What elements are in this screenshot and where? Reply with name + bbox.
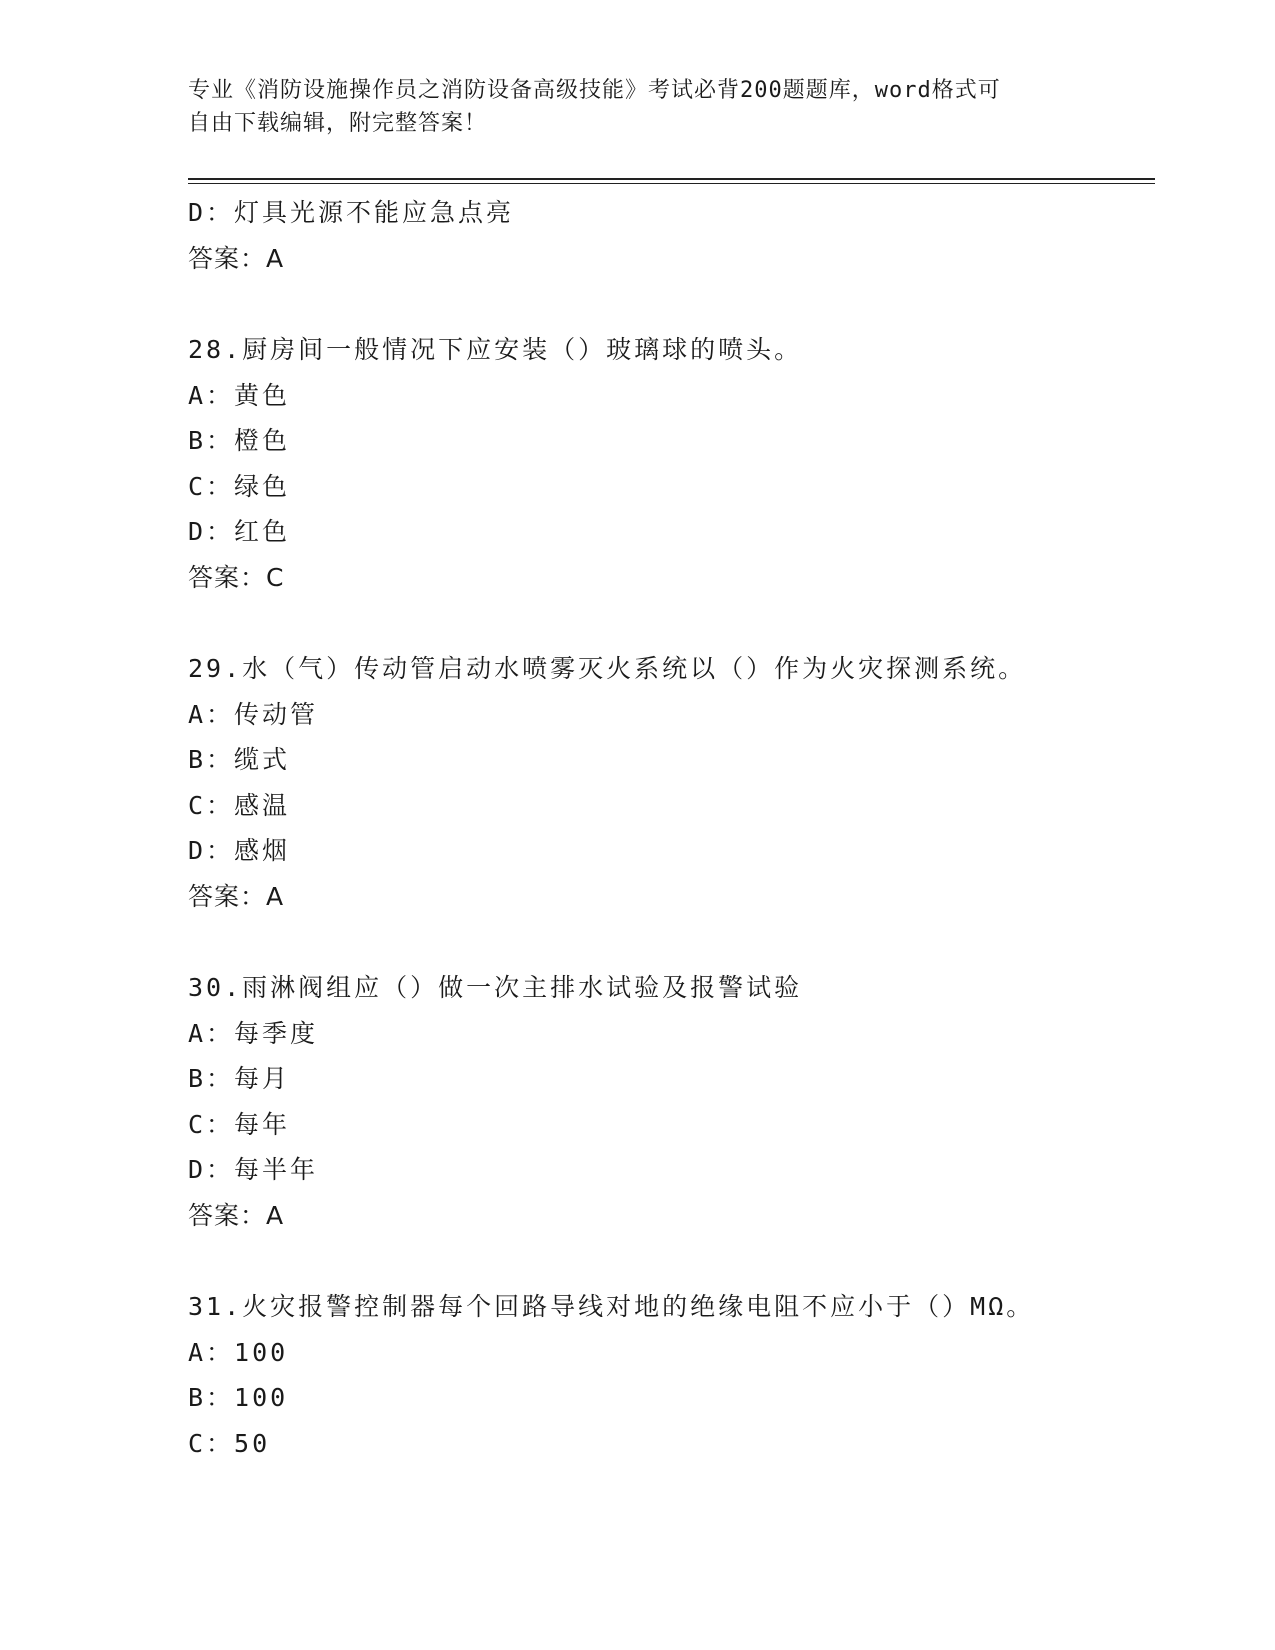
question-29 xyxy=(188,646,1148,919)
option-a: A：传动管 xyxy=(188,699,319,729)
option-d: D：灯具光源不能应急点亮 xyxy=(188,198,515,227)
option-a: A：每季度 xyxy=(188,1018,319,1048)
previous-question-tail xyxy=(188,190,1148,281)
question-content xyxy=(188,190,1148,1466)
answer-line: 答案：A xyxy=(188,1200,285,1230)
option-d: D：感烟 xyxy=(188,836,291,865)
option-d: D：红色 xyxy=(188,517,291,546)
question-stem: 31.火灾报警控制器每个回路导线对地的绝缘电阻不应小于（）MΩ。 xyxy=(188,1292,1035,1321)
spacer xyxy=(188,600,1148,646)
question-28 xyxy=(188,327,1148,600)
spacer xyxy=(188,281,1148,327)
header-title-line-1: 专业《消防设施操作员之消防设备高级技能》考试必背200题题库，word格式可 xyxy=(188,78,1001,103)
option-b: B：100 xyxy=(188,1383,289,1412)
question-stem: 28.厨房间一般情况下应安装（）玻璃球的喷头。 xyxy=(188,335,803,364)
option-b: B：缆式 xyxy=(188,745,291,774)
question-30 xyxy=(188,965,1148,1238)
spacer xyxy=(188,1238,1148,1284)
option-c: C：50 xyxy=(188,1428,271,1458)
question-stem: 29.水（气）传动管启动水喷雾灭火系统以（）作为火灾探测系统。 xyxy=(188,654,1027,683)
spacer xyxy=(188,919,1148,965)
header-divider-thick xyxy=(188,178,1155,180)
option-a: A：100 xyxy=(188,1337,289,1367)
answer-line: 答案：A xyxy=(188,243,285,273)
option-a: A：黄色 xyxy=(188,380,291,410)
option-b: B：每月 xyxy=(188,1064,291,1093)
header-divider-thin xyxy=(188,183,1155,184)
option-b: B：橙色 xyxy=(188,426,291,455)
option-c: C：每年 xyxy=(188,1109,291,1139)
question-stem: 30.雨淋阀组应（）做一次主排水试验及报警试验 xyxy=(188,973,803,1002)
answer-line: 答案：C xyxy=(188,562,285,592)
option-c: C：绿色 xyxy=(188,471,291,501)
question-31 xyxy=(188,1284,1148,1466)
page-header xyxy=(188,74,1088,140)
answer-line: 答案：A xyxy=(188,881,285,911)
option-d: D：每半年 xyxy=(188,1155,319,1184)
header-title-line-2: 自由下载编辑，附完整答案！ xyxy=(188,111,488,136)
option-c: C：感温 xyxy=(188,790,291,820)
